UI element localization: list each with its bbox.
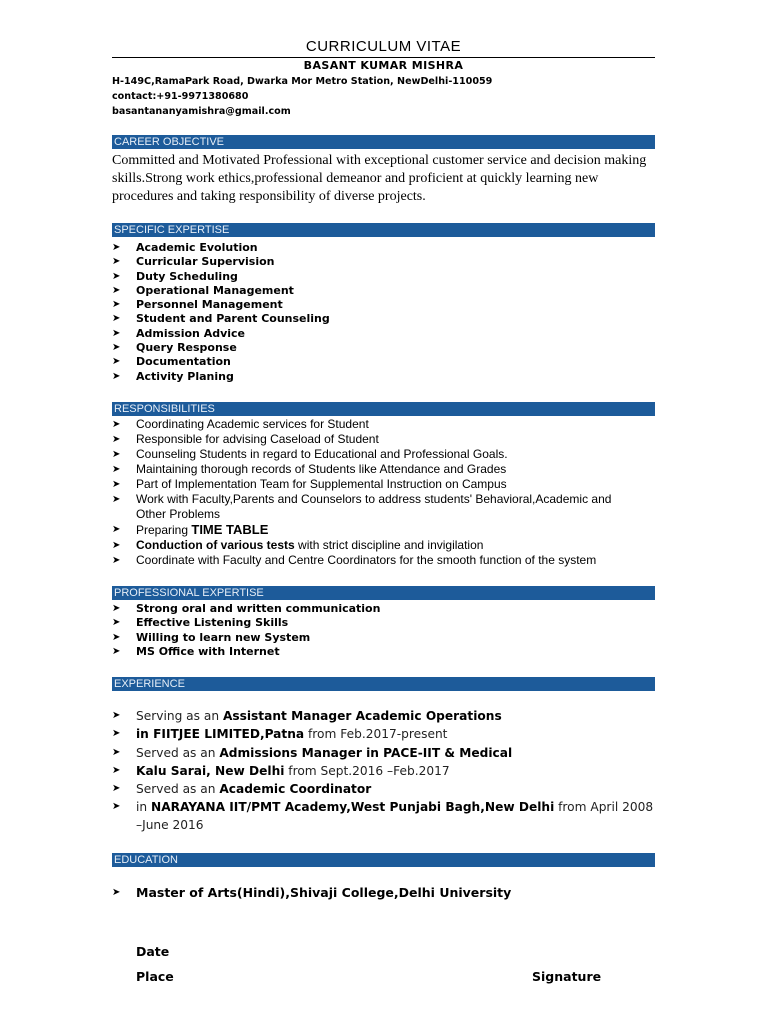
list-item: ➤ Effective Listening Skills xyxy=(112,616,289,630)
list-item: ➤ Duty Scheduling xyxy=(112,269,238,283)
arrow-bullet-icon: ➤ xyxy=(112,242,121,253)
list-item: ➤ Responsible for advising Caseload of Student xyxy=(112,431,379,446)
arrow-bullet-icon: ➤ xyxy=(112,645,121,657)
arrow-bullet-icon: ➤ xyxy=(112,433,121,445)
document-title: CURRICULUM VITAE xyxy=(305,38,462,55)
section-heading-career-objective: CAREER OBJECTIVE xyxy=(112,135,655,149)
list-item: ➤ in FIITJEE LIMITED,Patna from Feb.2017-present xyxy=(112,725,655,743)
list-item: ➤ Conduction of various tests with strict discipline and invigilation xyxy=(112,537,484,552)
list-item: ➤ Operational Management xyxy=(112,283,294,297)
arrow-bullet-icon: ➤ xyxy=(112,523,121,535)
professional-expertise-list xyxy=(112,602,655,659)
arrow-bullet-icon: ➤ xyxy=(112,728,121,740)
arrow-bullet-icon: ➤ xyxy=(112,764,121,776)
arrow-bullet-icon: ➤ xyxy=(112,617,121,629)
list-item: ➤ Served as an Admissions Manager in PACE-IIT & Medical xyxy=(112,744,655,762)
contact-block xyxy=(112,74,655,119)
arrow-bullet-icon: ➤ xyxy=(112,418,121,430)
specific-expertise-list xyxy=(112,241,655,384)
responsibilities-list xyxy=(112,417,655,568)
arrow-bullet-icon: ➤ xyxy=(112,886,121,898)
list-item: ➤ Activity Planing xyxy=(112,369,234,383)
list-item: ➤ Served as an Academic Coordinator xyxy=(112,780,655,798)
list-item: ➤ Coordinate with Faculty and Centre Coordinators for the smooth function of the system xyxy=(112,552,597,567)
phone-line: contact:+91-9971380680 xyxy=(112,91,249,102)
section-heading-professional-expertise: PROFESSIONAL EXPERTISE xyxy=(112,586,655,600)
arrow-bullet-icon: ➤ xyxy=(112,602,121,614)
list-item: ➤ Maintaining thorough records of Students like Attendance and Grades xyxy=(112,461,507,476)
list-item: ➤ Part of Implementation Team for Supplemental Instruction on Campus xyxy=(112,476,507,491)
list-item: ➤ Work with Faculty,Parents and Counselors to address students' Behavioral,Academic and Other Problems xyxy=(112,491,612,521)
date-label: Date xyxy=(136,944,170,959)
list-item: ➤ in NARAYANA IIT/PMT Academy,West Punjabi Bagh,New Delhi from April 2008 –June 2016 xyxy=(112,800,654,833)
list-item: ➤ Serving as an Assistant Manager Academic Operations xyxy=(112,707,655,725)
education-list xyxy=(112,884,655,902)
arrow-bullet-icon: ➤ xyxy=(112,256,121,268)
list-item: ➤ Willing to learn new System xyxy=(112,630,311,644)
arrow-bullet-icon: ➤ xyxy=(112,554,121,566)
list-item: ➤ Coordinating Academic services for Student xyxy=(112,416,369,431)
section-heading-education: EDUCATION xyxy=(112,853,655,867)
experience-list xyxy=(112,707,655,834)
list-item: ➤ Admission Advice xyxy=(112,326,246,340)
arrow-bullet-icon: ➤ xyxy=(112,448,121,460)
arrow-bullet-icon: ➤ xyxy=(112,463,121,475)
candidate-name: BASANT KUMAR MISHRA xyxy=(303,59,464,72)
list-item: ➤ Kalu Sarai, New Delhi from Sept.2016 –Feb.2017 xyxy=(112,762,655,780)
place-label: Place xyxy=(136,969,174,984)
arrow-bullet-icon: ➤ xyxy=(112,631,121,643)
title-rule xyxy=(112,57,655,58)
arrow-bullet-icon: ➤ xyxy=(112,493,121,505)
arrow-bullet-icon: ➤ xyxy=(112,327,121,339)
list-item: ➤ Counseling Students in regard to Educational and Professional Goals. xyxy=(112,446,508,461)
arrow-bullet-icon: ➤ xyxy=(112,746,121,758)
list-item: ➤ Student and Parent Counseling xyxy=(112,312,330,326)
section-heading-responsibilities: RESPONSIBILITIES xyxy=(112,402,655,416)
arrow-bullet-icon: ➤ xyxy=(112,370,121,382)
arrow-bullet-icon: ➤ xyxy=(112,801,121,813)
career-objective-text: Committed and Motivated Professional with exceptional customer service and decision making skills.Strong work ethics,professional demeanor and proficient at quickly learning new procedures and taking responsibility of diverse projects. xyxy=(112,153,647,204)
list-item: ➤ Curricular Supervision xyxy=(112,255,275,269)
arrow-bullet-icon: ➤ xyxy=(112,782,121,794)
section-heading-specific-expertise: SPECIFIC EXPERTISE xyxy=(112,223,655,237)
address-line: H-149C,RamaPark Road, Dwarka Mor Metro Station, NewDelhi-110059 xyxy=(112,76,493,87)
arrow-bullet-icon: ➤ xyxy=(112,313,121,325)
arrow-bullet-icon: ➤ xyxy=(112,284,121,296)
list-item: ➤ Academic Evolution xyxy=(112,241,258,254)
arrow-bullet-icon: ➤ xyxy=(112,342,121,354)
arrow-bullet-icon: ➤ xyxy=(112,299,121,311)
list-item: ➤ Documentation xyxy=(112,355,231,369)
list-item: ➤ Master of Arts(Hindi),Shivaji College,Delhi University xyxy=(112,884,512,900)
list-item: ➤ MS Office with Internet xyxy=(112,644,280,658)
arrow-bullet-icon: ➤ xyxy=(112,478,121,490)
list-item: ➤ Personnel Management xyxy=(112,298,283,312)
cv-page xyxy=(112,0,655,902)
arrow-bullet-icon: ➤ xyxy=(112,710,121,722)
signature-label: Signature xyxy=(532,969,602,984)
section-heading-experience: EXPERIENCE xyxy=(112,677,655,691)
arrow-bullet-icon: ➤ xyxy=(112,356,121,368)
arrow-bullet-icon: ➤ xyxy=(112,270,121,282)
list-item: ➤ Query Response xyxy=(112,341,237,355)
list-item: ➤ Strong oral and written communication xyxy=(112,601,381,615)
email-line: basantananyamishra@gmail.com xyxy=(112,106,291,117)
arrow-bullet-icon: ➤ xyxy=(112,539,121,551)
list-item: ➤ Preparing TIME TABLE xyxy=(112,521,269,537)
